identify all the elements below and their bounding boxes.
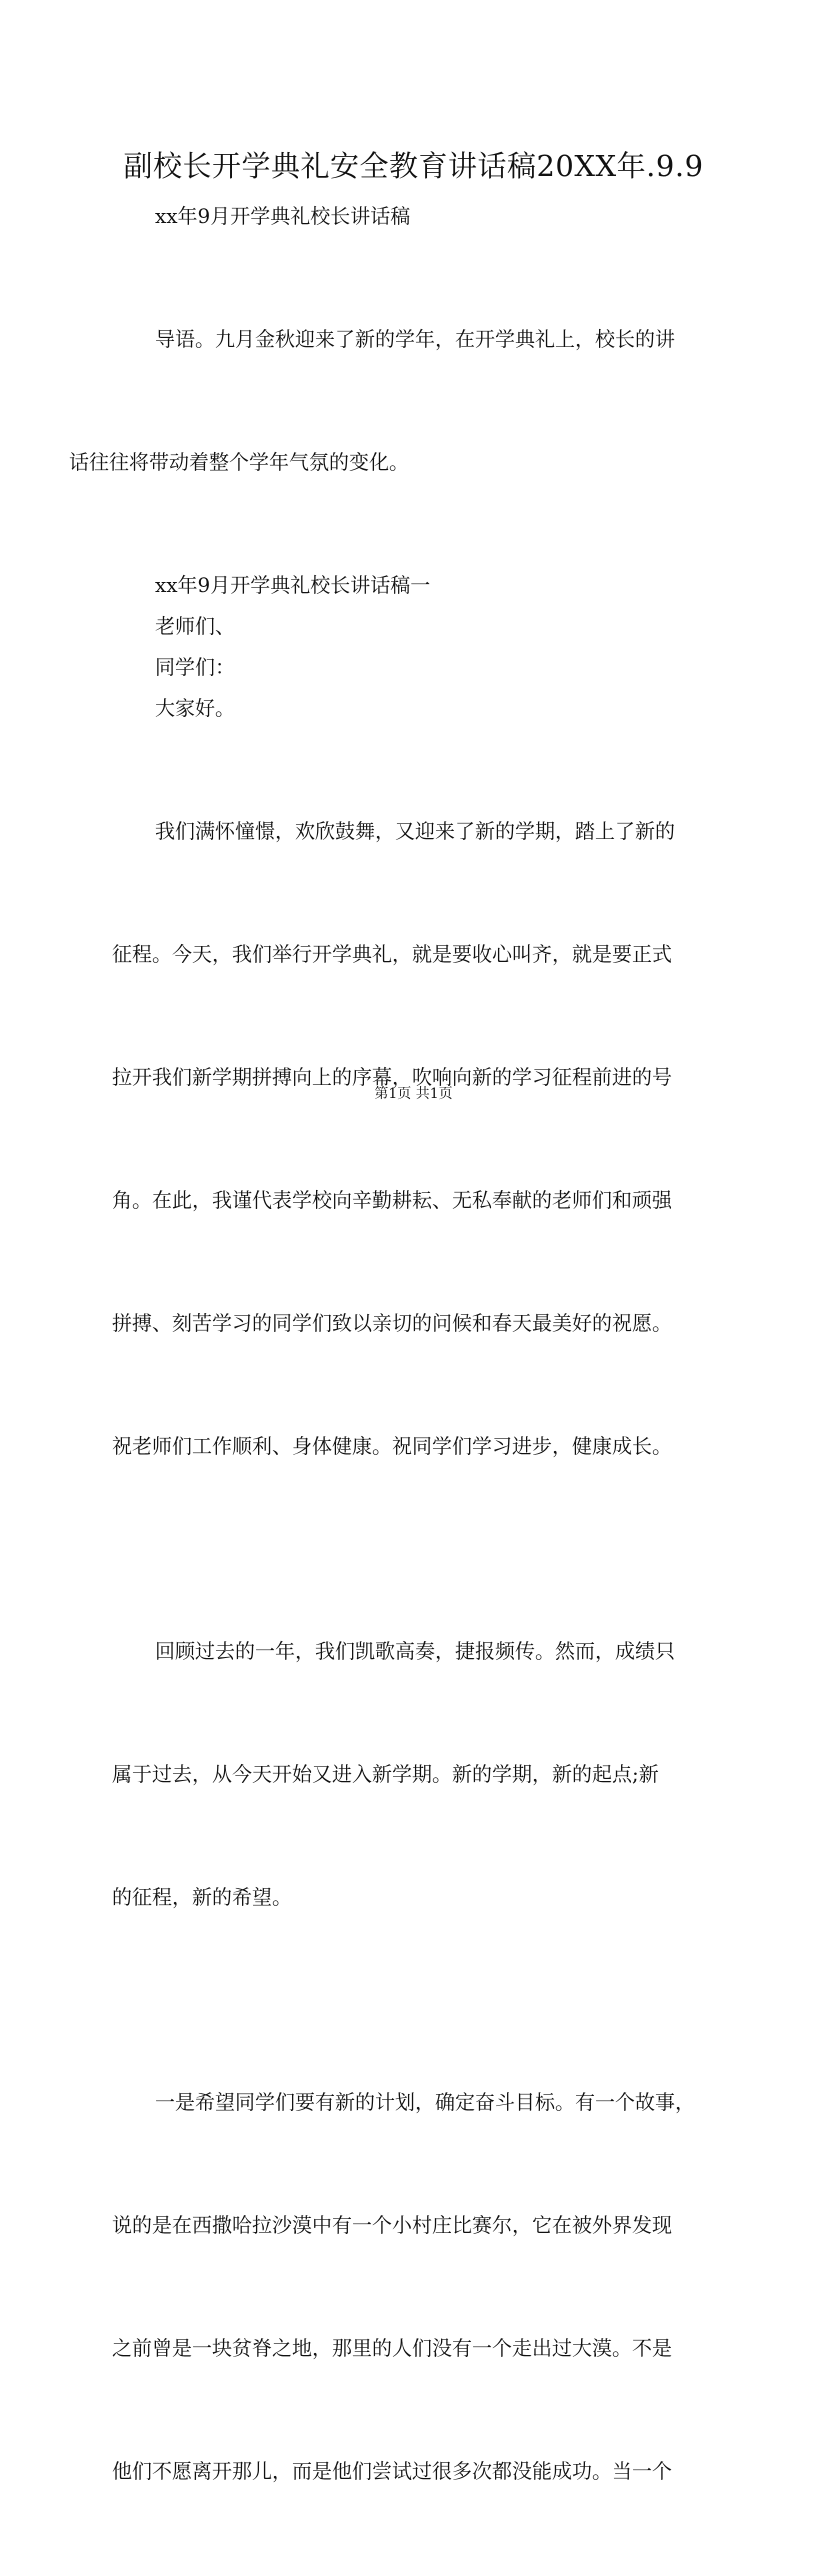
intro-paragraph [69, 237, 742, 565]
paragraph-3-line-3: 之前曾是一块贫脊之地，那里的人们没有一个走出过大漠。不是 [112, 2336, 672, 2360]
intro-line-2: 话往往将带动着整个学年气氛的变化。 [69, 450, 409, 474]
paragraph-2-line-2: 属于过去，从今天开始又进入新学期。新的学期，新的起点;新 [112, 1762, 659, 1786]
paragraph-3-line-2: 说的是在西撒哈拉沙漠中有一个小村庄比赛尔，它在被外界发现 [112, 2213, 672, 2237]
document-body [69, 196, 742, 2574]
paragraph-1-line-3: 拉开我们新学期拼搏向上的序幕，吹响向新的学习征程前进的号 [112, 1065, 672, 1089]
paragraph-1-line-4: 角。在此，我谨代表学校向辛勤耕耘、无私奉献的老师们和顽强 [112, 1188, 672, 1212]
greeting-students: 同学们： [155, 655, 235, 679]
intro-line-1: 导语。九月金秋迎来了新的学年，在开学典礼上，校长的讲 [155, 327, 675, 351]
page-footer: 第1页 共1页 [374, 1086, 453, 1102]
paragraph-3-line-4: 他们不愿离开那儿，而是他们尝试过很多次都没能成功。当一个 [112, 2459, 672, 2483]
paragraph-1 [112, 729, 742, 1549]
page-title: 副校长开学典礼安全教育讲话稿20XX年.9.9 [123, 149, 704, 183]
paragraph-2 [112, 1549, 742, 2000]
subtitle: xx年9月开学典礼校长讲话稿 [155, 204, 411, 228]
paragraph-1-line-1: 我们满怀憧憬，欢欣鼓舞，又迎来了新的学期，踏上了新的 [155, 819, 675, 843]
paragraph-1-line-6: 祝老师们工作顺利、身体健康。祝同学们学习进步，健康成长。 [112, 1434, 672, 1458]
paragraph-2-line-3: 的征程，新的希望。 [112, 1885, 292, 1909]
paragraph-3 [112, 2000, 742, 2574]
paragraph-3-line-1: 一是希望同学们要有新的计划，确定奋斗目标。有一个故事， [155, 2090, 695, 2114]
greeting-teachers: 老师们、 [155, 614, 235, 638]
paragraph-1-line-2: 征程。今天，我们举行开学典礼，就是要收心叫齐，就是要正式 [112, 942, 672, 966]
paragraph-1-line-5: 拼搏、刻苦学习的同学们致以亲切的问候和春天最美好的祝愿。 [112, 1311, 672, 1335]
paragraph-2-line-1: 回顾过去的一年，我们凯歌高奏，捷报频传。然而，成绩只 [155, 1639, 675, 1663]
section-heading: xx年9月开学典礼校长讲话稿一 [155, 573, 431, 597]
greeting-all: 大家好。 [155, 696, 235, 720]
